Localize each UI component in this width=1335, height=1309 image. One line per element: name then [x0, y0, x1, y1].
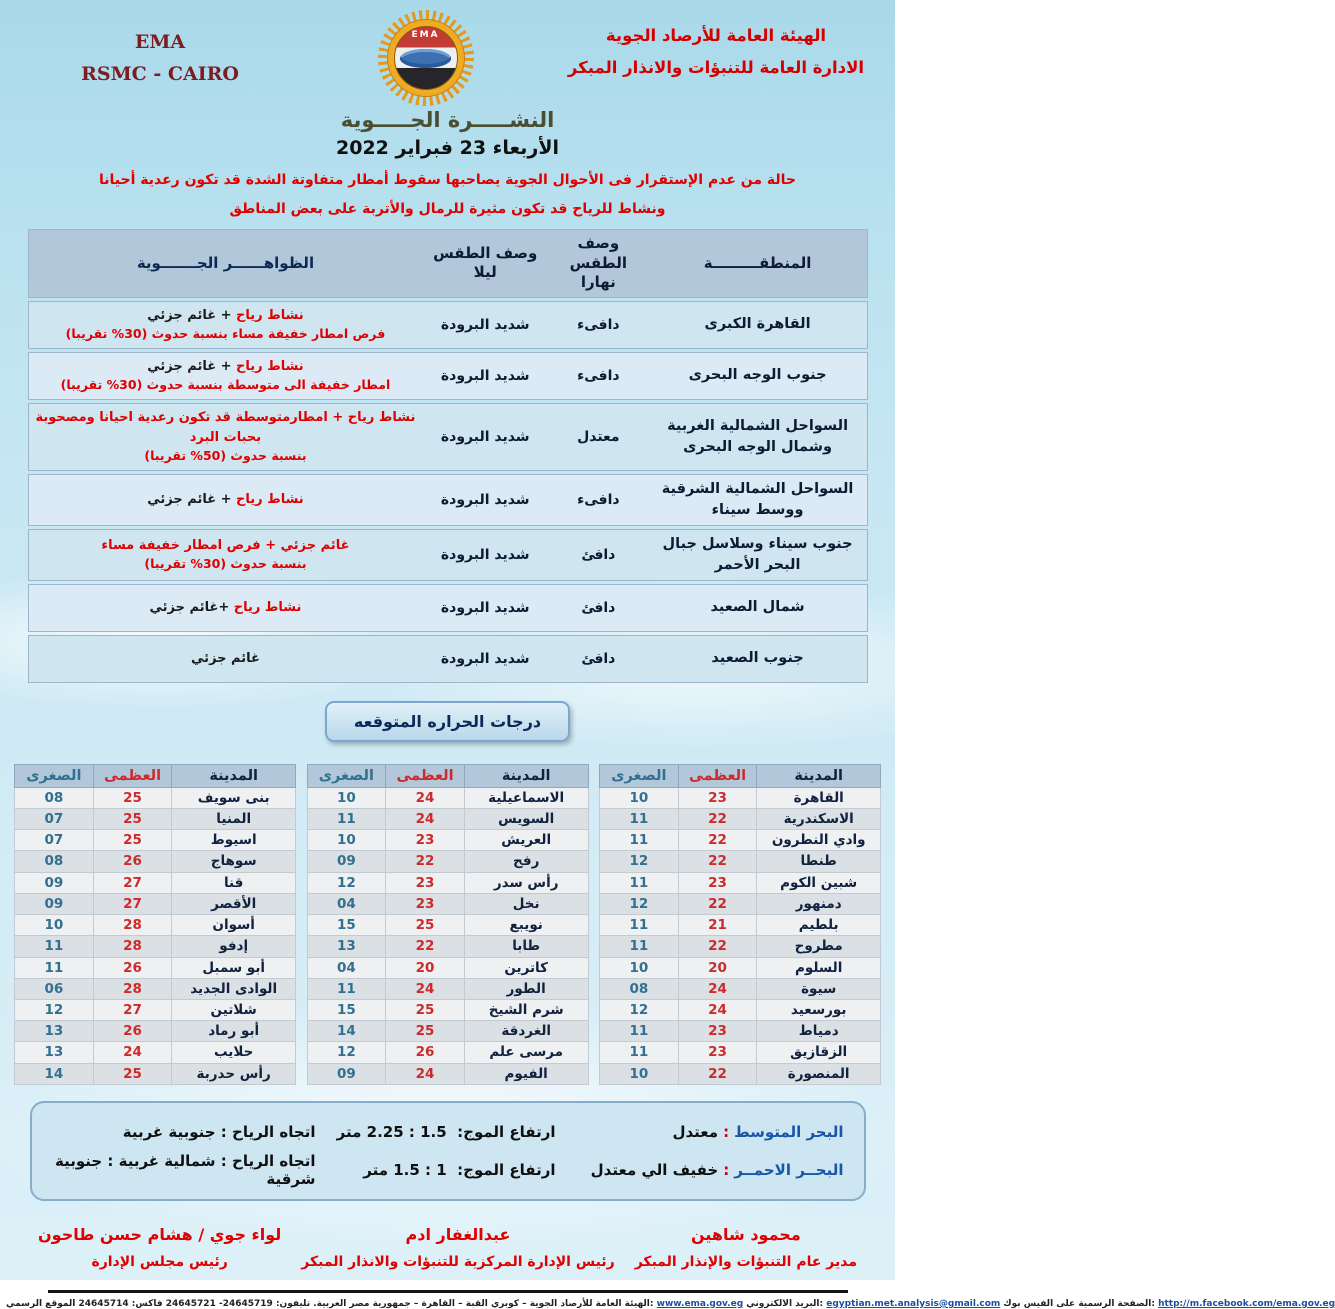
sea-row-mediterranean — [48, 1113, 848, 1151]
org-name-arabic — [561, 20, 871, 84]
temp-row — [15, 936, 296, 957]
max-temp-cell: 23 — [386, 893, 465, 914]
city-cell: بورسعيد — [757, 1000, 881, 1021]
max-temp-cell: 25 — [386, 915, 465, 936]
max-col-header: العظمى — [386, 764, 465, 787]
city-cell: المنيا — [172, 809, 296, 830]
min-temp-cell: 10 — [600, 787, 679, 808]
min-temp-cell: 09 — [15, 872, 94, 893]
wind-direction-value: جنوبية غربية — [122, 1122, 216, 1141]
temp-row — [15, 1042, 296, 1063]
temp-row — [307, 1063, 588, 1084]
phenomena-cell: نشاط رياح +غائم جزئي — [149, 600, 302, 616]
wave-height-label: ارتفاع الموج: — [457, 1160, 556, 1179]
max-temp-cell: 24 — [93, 1042, 172, 1063]
temp-row — [600, 1042, 881, 1063]
max-temp-cell: 22 — [678, 851, 757, 872]
wind-direction-label: اتجاه الرياح : — [220, 1151, 316, 1170]
max-temp-cell: 21 — [678, 915, 757, 936]
min-temp-cell: 10 — [307, 830, 386, 851]
max-temp-cell: 23 — [386, 872, 465, 893]
forecast-row — [28, 529, 868, 581]
city-cell: نخل — [464, 893, 588, 914]
sea-name-label: البحر المتوسط — [734, 1122, 844, 1141]
sea-name-label: البحــر الاحمــر — [734, 1160, 844, 1179]
forecast-row — [28, 403, 868, 471]
temp-row — [307, 957, 588, 978]
wave-height-value: 1.5 : 2.25 متر — [336, 1122, 447, 1141]
temp-row — [307, 809, 588, 830]
city-cell: سوهاج — [172, 851, 296, 872]
min-temp-cell: 11 — [600, 809, 679, 830]
phenomena-cell: نشاط رياح + غائم جزئي — [147, 492, 304, 508]
wave-height-value: 1 : 1.5 متر — [363, 1160, 447, 1179]
min-temp-cell: 12 — [600, 851, 679, 872]
night-weather-cell: شديد البرودة — [440, 599, 530, 616]
colon-separator: : — [723, 1160, 730, 1179]
city-cell: الطور — [464, 978, 588, 999]
min-temp-cell: 11 — [600, 830, 679, 851]
signature-director-general — [635, 1225, 857, 1270]
max-col-header: العظمى — [93, 764, 172, 787]
min-temp-cell: 10 — [600, 1063, 679, 1084]
temp-row — [600, 809, 881, 830]
min-temp-cell: 11 — [15, 936, 94, 957]
max-col-header: العظمى — [678, 764, 757, 787]
forecast-row — [28, 635, 868, 683]
logo-ema-text: EMA — [411, 30, 440, 40]
max-temp-cell: 22 — [678, 830, 757, 851]
forecast-table-body — [28, 301, 868, 683]
min-temp-cell: 11 — [600, 915, 679, 936]
temp-row — [307, 787, 588, 808]
night-weather-cell: شديد البرودة — [440, 546, 530, 563]
org-name-english — [30, 26, 290, 91]
min-temp-cell: 12 — [307, 1042, 386, 1063]
temp-row — [600, 872, 881, 893]
day-weather-cell: معتدل — [577, 428, 620, 445]
min-temp-cell: 09 — [307, 851, 386, 872]
region-cell: جنوب الوجه البحرى — [688, 367, 827, 384]
org-en-line2: RSMC - CAIRO — [81, 63, 239, 86]
col-header-day — [548, 230, 649, 297]
temp-row — [15, 1000, 296, 1021]
min-temp-cell: 09 — [15, 893, 94, 914]
temp-row — [307, 978, 588, 999]
city-cell: السلوم — [757, 957, 881, 978]
city-cell: بنى سويف — [172, 787, 296, 808]
city-cell: رفح — [464, 851, 588, 872]
temp-row — [307, 915, 588, 936]
day-weather-cell: دافئ — [581, 650, 616, 667]
contact-address-phone: الهيئة العامة للأرصاد الجوية – كوبري القبة – القاهرة – جمهورية مصر العربية. تليفون: 24645719- 24645721 فاكس: 24645714 الموقع الرسمي: — [6, 1298, 654, 1309]
min-temp-cell: 12 — [600, 893, 679, 914]
temp-row — [15, 1063, 296, 1084]
city-cell: مطروح — [757, 936, 881, 957]
temp-row — [307, 1021, 588, 1042]
min-temp-cell: 11 — [600, 1042, 679, 1063]
max-temp-cell: 26 — [386, 1042, 465, 1063]
contact-line — [0, 1298, 1335, 1309]
city-cell: الأقصر — [172, 893, 296, 914]
night-weather-cell: شديد البرودة — [440, 316, 530, 333]
max-temp-cell: 26 — [93, 851, 172, 872]
temp-row — [600, 1021, 881, 1042]
col-header-phenomena: الظواهــــــر الجـــــــوية — [136, 253, 315, 272]
forecast-table — [28, 229, 868, 683]
max-temp-cell: 24 — [678, 978, 757, 999]
max-temp-cell: 27 — [93, 893, 172, 914]
city-cell: قنا — [172, 872, 296, 893]
city-cell: الاسكندرية — [757, 809, 881, 830]
phenomena-cell: نشاط رياح + غائم جزئي فرص امطار خفيفة مساء بنسبة حدوث (30% تقريبا) — [65, 307, 386, 341]
min-temp-cell: 11 — [600, 1021, 679, 1042]
temp-row — [15, 851, 296, 872]
min-temp-cell: 08 — [15, 787, 94, 808]
min-temp-cell: 04 — [307, 957, 386, 978]
temp-row — [307, 1000, 588, 1021]
day-weather-cell: دافىء — [577, 491, 620, 508]
min-temp-cell: 15 — [307, 1000, 386, 1021]
city-cell: دمنهور — [757, 893, 881, 914]
min-temp-cell: 11 — [307, 809, 386, 830]
max-temp-cell: 23 — [678, 872, 757, 893]
email-link[interactable]: egyptian.met.analysis@gmail.com — [826, 1298, 1001, 1309]
max-temp-cell: 22 — [678, 809, 757, 830]
city-col-header: المدينة — [464, 764, 588, 787]
city-cell: أبو رماد — [172, 1021, 296, 1042]
max-temp-cell: 22 — [386, 936, 465, 957]
wave-height-segment — [320, 1123, 560, 1141]
min-temp-cell: 08 — [15, 851, 94, 872]
city-cell: اسيوط — [172, 830, 296, 851]
sea-row-red-sea — [48, 1151, 848, 1189]
temp-row — [600, 936, 881, 957]
min-temp-cell: 11 — [600, 936, 679, 957]
min-col-header: الصغرى — [600, 764, 679, 787]
footer-divider — [48, 1290, 848, 1293]
bulletin-title: النشـــــرة الجـــــوية — [340, 108, 555, 132]
sea-state-value: معتدل — [672, 1122, 719, 1141]
signature-board-chairman — [38, 1225, 281, 1270]
max-temp-cell: 23 — [678, 1042, 757, 1063]
city-cell: طابا — [464, 936, 588, 957]
min-temp-cell: 11 — [15, 957, 94, 978]
temp-row — [15, 893, 296, 914]
col-header-night — [422, 240, 548, 287]
temp-row — [15, 1021, 296, 1042]
min-temp-cell: 10 — [307, 787, 386, 808]
max-temp-cell: 24 — [386, 1063, 465, 1084]
min-temp-cell: 10 — [600, 957, 679, 978]
contact-facebook-label: الصفحة الرسمية على الفيس بوك: — [1003, 1298, 1155, 1309]
night-weather-cell: شديد البرودة — [440, 367, 530, 384]
signature-title: مدير عام التنبؤات والإنذار المبكر — [634, 1253, 857, 1270]
col-header-night-line1: وصف الطقس — [433, 243, 538, 262]
sea-name-segment — [560, 1161, 848, 1179]
max-temp-cell: 28 — [93, 936, 172, 957]
temperatures-section-title: درجات الحراره المتوقعه — [325, 701, 570, 742]
min-col-header: الصغرى — [307, 764, 386, 787]
colon-separator: : — [723, 1122, 730, 1141]
max-temp-cell: 27 — [93, 1000, 172, 1021]
city-cell: نويبع — [464, 915, 588, 936]
temp-row — [600, 957, 881, 978]
min-temp-cell: 14 — [15, 1063, 94, 1084]
city-cell: السويس — [464, 809, 588, 830]
temp-row — [307, 851, 588, 872]
region-cell: جنوب الصعيد — [711, 650, 804, 667]
max-temp-cell: 20 — [678, 957, 757, 978]
city-cell: حلايب — [172, 1042, 296, 1063]
max-temp-cell: 24 — [386, 787, 465, 808]
temp-table-slot-right — [599, 764, 881, 1085]
min-temp-cell: 15 — [307, 915, 386, 936]
col-header-region: المنطقـــــــــة — [703, 253, 812, 272]
temp-row — [600, 978, 881, 999]
min-temp-cell: 14 — [307, 1021, 386, 1042]
max-temp-cell: 25 — [93, 830, 172, 851]
city-cell: الاسماعيلية — [464, 787, 588, 808]
contact-email-label: البريد الالكتروني: — [746, 1298, 824, 1309]
city-cell: مرسى علم — [464, 1042, 588, 1063]
min-temp-cell: 04 — [307, 893, 386, 914]
max-temp-cell: 25 — [386, 1021, 465, 1042]
min-temp-cell: 07 — [15, 830, 94, 851]
wind-direction-label: اتجاه الرياح : — [220, 1122, 316, 1141]
min-temp-cell: 13 — [307, 936, 386, 957]
phenomena-cell: نشاط رياح + امطارمتوسطة قد تكون رعدية احيانا ومصحوبة بحبات البرد بنسبة حدوث (50% تقريبا) — [35, 410, 416, 463]
max-temp-cell: 25 — [93, 787, 172, 808]
city-cell: أبو سمبل — [172, 957, 296, 978]
min-temp-cell: 12 — [600, 1000, 679, 1021]
temp-row — [600, 1063, 881, 1084]
city-col-header: المدينة — [757, 764, 881, 787]
facebook-link[interactable]: http://m.facebook.com/ema.gov.eg — [1158, 1298, 1335, 1309]
signature-title: رئيس مجلس الإدارة — [91, 1253, 228, 1270]
weather-notice-1: حالة من عدم الإستقرار فى الأحوال الجوية يصاحبها سقوط أمطار متفاوتة الشدة قد تكون رعدية أحيانا — [99, 172, 796, 188]
city-cell: إدفو — [172, 936, 296, 957]
temp-row — [15, 809, 296, 830]
max-temp-cell: 22 — [386, 851, 465, 872]
weather-notice-2: ونشاط للرياح قد تكون مثيرة للرمال والأتربة على بعض المناطق — [229, 201, 666, 217]
temp-row — [307, 1042, 588, 1063]
wave-height-label: ارتفاع الموج: — [457, 1122, 556, 1141]
city-cell: رأس سدر — [464, 872, 588, 893]
city-cell: بلطيم — [757, 915, 881, 936]
min-temp-cell: 06 — [15, 978, 94, 999]
temp-row — [307, 936, 588, 957]
max-temp-cell: 28 — [93, 978, 172, 999]
max-temp-cell: 27 — [93, 872, 172, 893]
col-header-night-line2: ليلا — [473, 263, 497, 282]
phenomena-cell: نشاط رياح + غائم جزئي امطار خفيفة الى متوسطة بنسبة حدوث (30% تقريبا) — [60, 358, 391, 393]
temp-table-slot-left — [14, 764, 296, 1085]
day-weather-cell: دافئ — [581, 599, 616, 616]
temp-row — [307, 872, 588, 893]
temp-row — [600, 851, 881, 872]
min-temp-cell: 11 — [600, 872, 679, 893]
night-weather-cell: شديد البرودة — [440, 650, 530, 667]
city-cell: طنطا — [757, 851, 881, 872]
wind-direction-value: شمالية غربية : جنوبية شرقية — [54, 1151, 316, 1188]
night-weather-cell: شديد البرودة — [440, 491, 530, 508]
temp-table-middle — [307, 764, 589, 1085]
website-link[interactable]: www.ema.gov.eg — [656, 1298, 744, 1309]
max-temp-cell: 24 — [678, 1000, 757, 1021]
night-weather-cell: شديد البرودة — [440, 428, 530, 445]
forecast-row — [28, 352, 868, 400]
col-header-day-line1: وصف الطقس — [569, 234, 628, 272]
city-cell: الوادى الجديد — [172, 978, 296, 999]
max-temp-cell: 28 — [93, 915, 172, 936]
forecast-row — [28, 584, 868, 632]
max-temp-cell: 22 — [678, 893, 757, 914]
phenomena-cell: غائم جزئي — [191, 651, 260, 667]
sea-state-box — [30, 1101, 866, 1201]
temp-row — [15, 830, 296, 851]
org-ar-line1: الهيئة العامة للأرصاد الجوية — [605, 26, 827, 45]
city-cell: سيوة — [757, 978, 881, 999]
signature-name: لواء جوي / هشام حسن طاحون — [38, 1224, 282, 1244]
max-temp-cell: 23 — [386, 830, 465, 851]
city-cell: شلاتين — [172, 1000, 296, 1021]
forecast-row — [28, 301, 868, 349]
day-weather-cell: دافىء — [577, 316, 620, 333]
day-weather-cell: دافئ — [581, 546, 616, 563]
day-weather-cell: دافىء — [577, 367, 620, 384]
city-cell: شرم الشيخ — [464, 1000, 588, 1021]
city-cell: كاترين — [464, 957, 588, 978]
max-temp-cell: 24 — [386, 809, 465, 830]
temp-row — [600, 915, 881, 936]
sea-state-value: خفيف الي معتدل — [590, 1160, 719, 1179]
signatures-row — [0, 1225, 895, 1270]
temp-row — [15, 915, 296, 936]
temperature-tables — [0, 764, 895, 1085]
signature-name: عبدالغفار ادم — [405, 1224, 511, 1244]
signature-title: رئيس الإدارة المركزية للتنبؤات والانذار المبكر — [301, 1253, 615, 1270]
max-temp-cell: 23 — [678, 1021, 757, 1042]
city-cell: الزقازيق — [757, 1042, 881, 1063]
max-temp-cell: 24 — [386, 978, 465, 999]
signature-name: محمود شاهين — [690, 1224, 801, 1244]
max-temp-cell: 26 — [93, 957, 172, 978]
temp-row — [15, 957, 296, 978]
org-en-line1: EMA — [134, 31, 186, 53]
phenomena-cell: غائم جزئي + فرص امطار خفيفة مساء بنسبة حدوث (30% تقريبا) — [101, 537, 350, 572]
min-temp-cell: 09 — [307, 1063, 386, 1084]
city-cell: القاهرة — [757, 787, 881, 808]
max-temp-cell: 23 — [678, 787, 757, 808]
temp-table-left — [14, 764, 296, 1085]
city-cell: وادي النطرون — [757, 830, 881, 851]
temp-table-right — [599, 764, 881, 1085]
logo-flag — [394, 26, 458, 90]
region-cell: القاهرة الكبرى — [704, 316, 811, 333]
forecast-header-row — [28, 229, 868, 298]
logo-cloud-icon — [400, 49, 451, 68]
city-cell: أسوان — [172, 915, 296, 936]
col-header-day-line2: نهارا — [580, 273, 616, 291]
max-temp-cell: 25 — [93, 809, 172, 830]
city-cell: المنصورة — [757, 1063, 881, 1084]
min-temp-cell: 11 — [307, 978, 386, 999]
max-temp-cell: 22 — [678, 936, 757, 957]
temp-row — [307, 830, 588, 851]
min-temp-cell: 10 — [15, 915, 94, 936]
ema-logo — [378, 10, 474, 106]
header — [0, 0, 895, 106]
temp-table-slot-middle — [307, 764, 589, 1085]
wave-height-segment — [320, 1161, 560, 1179]
max-temp-cell: 25 — [93, 1063, 172, 1084]
city-cell: العريش — [464, 830, 588, 851]
bulletin-date: الأربعاء 23 فبراير 2022 — [336, 137, 559, 159]
city-cell: رأس حدربة — [172, 1063, 296, 1084]
region-cell: السواحل الشمالية الشرقية ووسط سيناء — [661, 480, 854, 518]
city-cell: دمياط — [757, 1021, 881, 1042]
temp-row — [307, 893, 588, 914]
region-cell: شمال الصعيد — [710, 599, 805, 616]
region-cell: السواحل الشمالية الغربية وشمال الوجه البحرى — [667, 417, 849, 455]
region-cell: جنوب سيناء وسلاسل جبال البحر الأحمر — [662, 535, 853, 573]
city-cell: الفيوم — [464, 1063, 588, 1084]
org-ar-line2: الادارة العامة للتنبؤات والانذار المبكر — [567, 58, 865, 78]
min-temp-cell: 07 — [15, 809, 94, 830]
temp-row — [15, 787, 296, 808]
temp-row — [600, 787, 881, 808]
min-temp-cell: 13 — [15, 1042, 94, 1063]
min-temp-cell: 08 — [600, 978, 679, 999]
wind-direction-segment — [48, 1123, 320, 1141]
temp-row — [15, 978, 296, 999]
city-cell: الغردقة — [464, 1021, 588, 1042]
max-temp-cell: 25 — [386, 1000, 465, 1021]
min-temp-cell: 12 — [307, 872, 386, 893]
min-temp-cell: 12 — [15, 1000, 94, 1021]
temp-row — [600, 830, 881, 851]
forecast-row — [28, 474, 868, 526]
max-temp-cell: 26 — [93, 1021, 172, 1042]
temp-row — [600, 1000, 881, 1021]
wind-direction-segment — [48, 1152, 320, 1188]
city-cell: شبين الكوم — [757, 872, 881, 893]
temp-row — [600, 893, 881, 914]
max-temp-cell: 22 — [678, 1063, 757, 1084]
max-temp-cell: 20 — [386, 957, 465, 978]
city-col-header: المدينة — [172, 764, 296, 787]
temp-row — [15, 872, 296, 893]
signature-central-admin-head — [301, 1225, 614, 1270]
min-col-header: الصغرى — [15, 764, 94, 787]
min-temp-cell: 13 — [15, 1021, 94, 1042]
sea-name-segment — [560, 1123, 848, 1141]
